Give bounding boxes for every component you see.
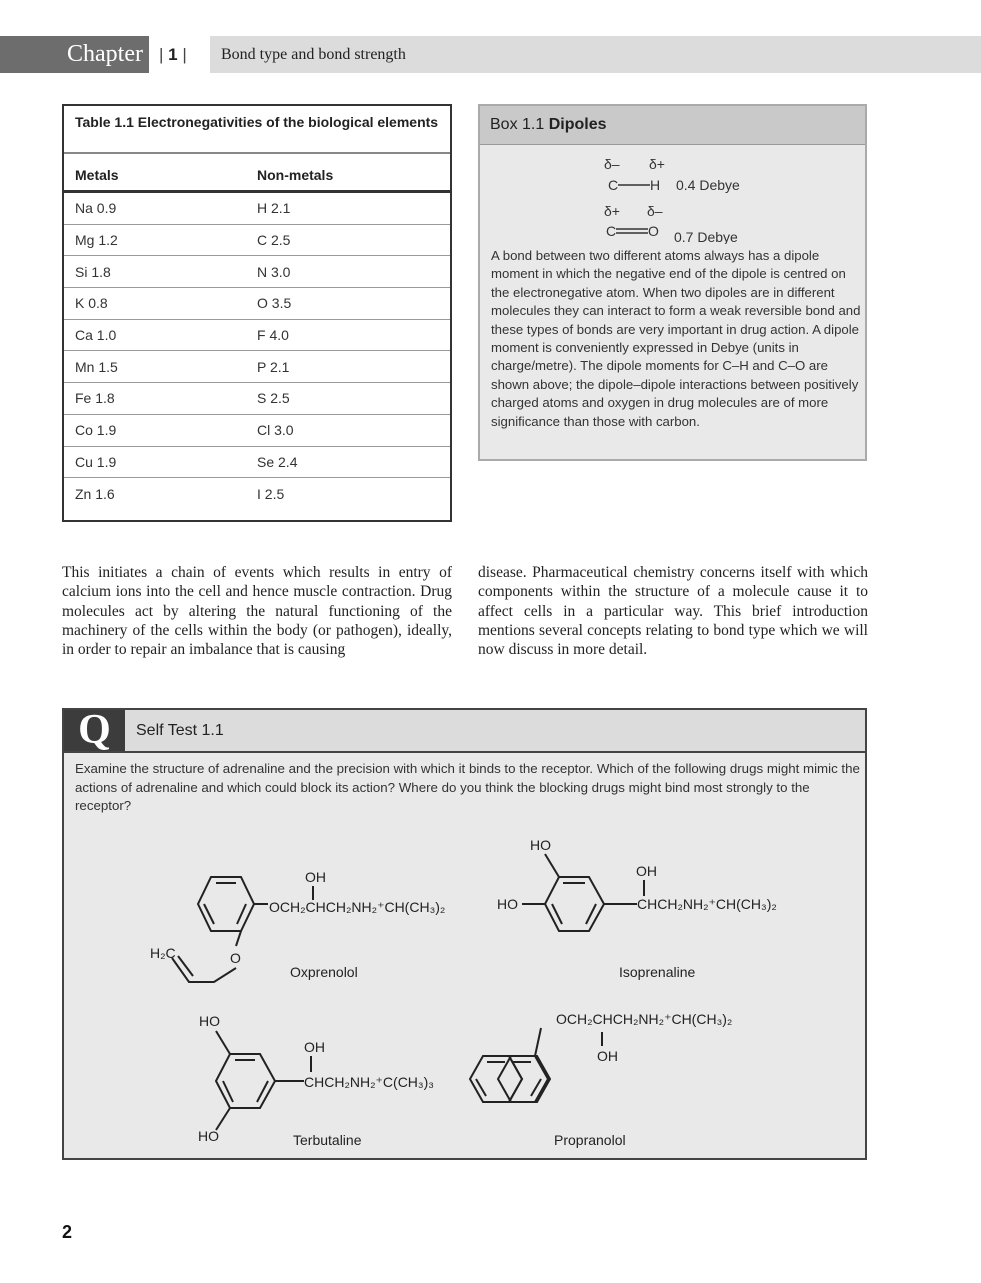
bond2-delta-left: δ+	[604, 203, 620, 219]
bond1-delta-left: δ–	[604, 156, 620, 172]
self-test-question: Examine the structure of adrenaline and the precision with which it binds to the receptor. Which of the following drugs might mimic the actions of adrenaline and which could block its action? Where do you think the blocking drugs might bind most strongly to the receptor?	[75, 761, 860, 814]
dipoles-box	[478, 104, 867, 461]
table-caption-text: Electronegativities of the biological elements	[137, 114, 439, 130]
table-caption-label: Table 1.1	[75, 114, 134, 130]
table-cell: H 2.1	[257, 200, 291, 217]
body-text-left: This initiates a chain of events which results in entry of calcium ions into the cell and hence muscle contraction. Drug molecules act by altering the natural functioning of the machinery of the cells within the body (or pathogen), ideally, in order to repair an imbalance that is causing	[62, 564, 452, 659]
table-caption	[64, 106, 450, 154]
bond2-delta-right: δ–	[647, 203, 663, 219]
table-row	[64, 415, 450, 447]
table-cell: Cu 1.9	[75, 453, 117, 470]
table-header-row	[64, 154, 450, 193]
self-test-header	[64, 707, 865, 753]
isoprenaline-ring	[545, 877, 604, 931]
propranolol-name: Propranolol	[554, 1132, 626, 1148]
table-row	[64, 193, 450, 225]
self-test-box	[62, 708, 867, 1160]
table-cell: N 3.0	[257, 263, 291, 280]
oxprenolol-oh: OH	[305, 869, 326, 885]
terbutaline-oh: OH	[304, 1039, 325, 1055]
dipoles-box-label: Box 1.1	[490, 116, 545, 133]
table-header-nonmetals: Non-metals	[257, 167, 334, 183]
isoprenaline-ho-top: HO	[530, 837, 551, 853]
bond1-atom-right: H	[650, 177, 661, 193]
propranolol-side-chain: OCH₂CHCH₂NH₂⁺CH(CH₃)₂	[556, 1011, 733, 1027]
dipoles-box-header	[480, 106, 865, 145]
chemical-structures	[64, 832, 865, 1158]
terbutaline-ho-top-bond	[216, 1031, 230, 1054]
bond1-delta-right: δ+	[649, 156, 665, 172]
terbutaline-ho-bottom: HO	[198, 1128, 219, 1144]
terbutaline-ring	[216, 1054, 275, 1108]
table-cell: O 3.5	[257, 295, 292, 312]
table-row	[64, 447, 450, 479]
terbutaline-side-chain: CHCH₂NH₂⁺C(CH₃)₃	[304, 1074, 434, 1090]
oxprenolol-o-bond	[236, 931, 241, 946]
oxprenolol-allyl: H₂C	[150, 945, 176, 961]
table-cell: Co 1.9	[75, 422, 117, 439]
bond1-atom-left: C	[608, 177, 619, 193]
table-cell: Ca 1.0	[75, 327, 117, 344]
oxprenolol-side-chain: OCH₂CHCH₂NH₂⁺CH(CH₃)₂	[269, 899, 446, 915]
table-row	[64, 351, 450, 383]
bond2-value: 0.7 Debye	[674, 229, 738, 244]
table-cell: Cl 3.0	[257, 422, 294, 439]
page-number: 2	[62, 1222, 73, 1242]
terbutaline-ho-bottom-bond	[216, 1108, 230, 1130]
isoprenaline-side-chain: CHCH₂NH₂⁺CH(CH₃)₂	[637, 896, 777, 912]
table-cell: Si 1.8	[75, 263, 111, 280]
isoprenaline-oh: OH	[636, 863, 657, 879]
table-row	[64, 478, 450, 510]
table-cell: Mg 1.2	[75, 232, 118, 249]
isoprenaline-ho-top-bond	[545, 854, 559, 877]
table-cell: C 2.5	[257, 232, 291, 249]
bond2-atom-right: O	[648, 223, 659, 239]
table-cell: Se 2.4	[257, 453, 298, 470]
table-row	[64, 225, 450, 257]
chapter-label: Chapter	[0, 36, 149, 73]
dipole-diagram	[480, 144, 865, 244]
isoprenaline-ho-left: HO	[497, 896, 518, 912]
table-row	[64, 320, 450, 352]
bond2-atom-left: C	[606, 223, 617, 239]
table-cell: P 2.1	[257, 358, 290, 375]
oxprenolol-o: O	[230, 950, 241, 966]
propranolol-ring	[470, 1056, 576, 1102]
table-cell: I 2.5	[257, 486, 285, 503]
table-cell: Fe 1.8	[75, 390, 115, 407]
dipoles-box-text: A bond between two different atoms always has a dipole moment in which the negative end of the dipole is centred on the electronegative atom. When two dipoles are in different molecules they can interact to form a weak reversible bond and these types of bonds are very important in drug action. A dipole moment is conveniently expressed in Debye (units in charge/metre). The dipole moments for C–H and C–O are shown above; the dipole–dipole interactions between positively charged atoms and oxygen in drug molecules are of more significance than those with carbon.	[491, 248, 861, 429]
oxprenolol-name: Oxprenolol	[290, 964, 358, 980]
question-icon: Q	[64, 710, 125, 751]
table-cell: Mn 1.5	[75, 358, 118, 375]
terbutaline-ho-top: HO	[199, 1013, 220, 1029]
table-cell: F 4.0	[257, 327, 289, 344]
table-row	[64, 383, 450, 415]
chapter-number-value: 1	[168, 45, 178, 64]
table-cell: K 0.8	[75, 295, 108, 312]
propranolol-side-bond	[535, 1028, 541, 1056]
table-cell: S 2.5	[257, 390, 290, 407]
chapter-title: Bond type and bond strength	[210, 36, 981, 73]
oxprenolol-ring	[198, 877, 254, 931]
body-text-right: disease. Pharmaceutical chemistry concerns itself with which components within the structure of a molecule cause it to affect cells in a particular way. This brief introduction mentions several concepts relating to bond type which we will now discuss in more detail.	[478, 564, 868, 659]
electronegativity-table	[62, 104, 452, 522]
table-header-metals: Metals	[75, 167, 119, 183]
self-test-title: Self Test 1.1	[136, 722, 224, 739]
bond1-value: 0.4 Debye	[676, 177, 740, 193]
chapter-number: | 1 |	[159, 45, 187, 64]
terbutaline-name: Terbutaline	[293, 1132, 362, 1148]
dipoles-box-title: Dipoles	[548, 116, 607, 133]
isoprenaline-name: Isoprenaline	[619, 964, 696, 980]
table-row	[64, 256, 450, 288]
table-cell: Zn 1.6	[75, 486, 115, 503]
table-row	[64, 288, 450, 320]
propranolol-oh: OH	[597, 1048, 618, 1064]
oxprenolol-double-bond	[178, 956, 193, 976]
table-cell: Na 0.9	[75, 200, 117, 217]
table-body	[64, 193, 450, 510]
